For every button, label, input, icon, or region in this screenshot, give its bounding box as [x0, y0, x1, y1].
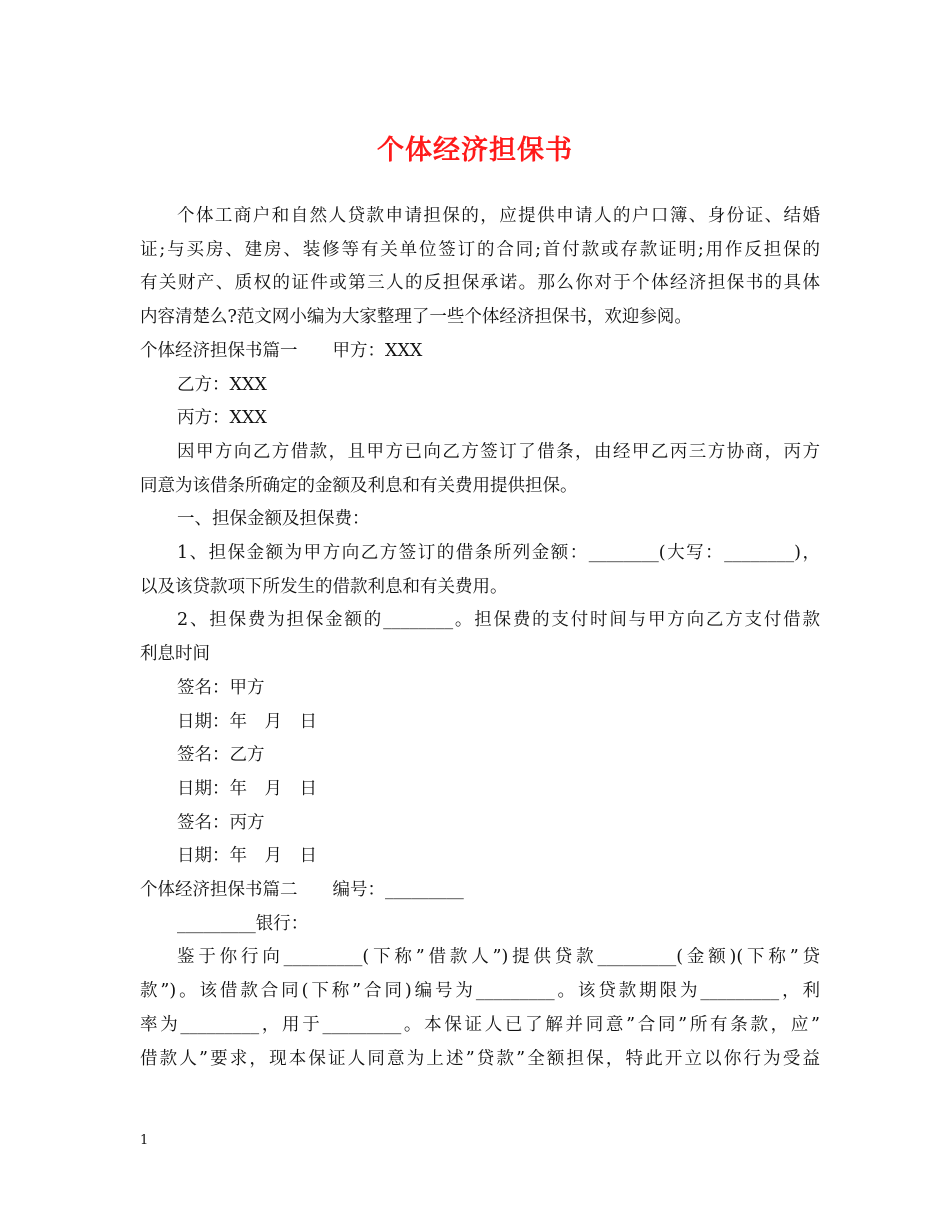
party-c-line: 丙方：XXX [177, 408, 267, 429]
date-line: 日期：年 月 日 [177, 778, 317, 799]
clause2-line: 2、担保费为担保金额的________。担保费的支付时间与甲方向乙方支付借款 [177, 610, 820, 631]
intro-line: 证;与买房、建房、装修等有关单位签订的合同;首付款或存款证明;用作反担保的 [140, 239, 820, 260]
party-b-line: 乙方：XXX [177, 374, 267, 395]
section2-para-line: 率为_________，用于_________。本保证人已了解并同意”合同”所有条款，应” [140, 1014, 820, 1035]
date-line: 日期：年 月 日 [177, 711, 317, 732]
section2-para-line: 借款人”要求，现本保证人同意为上述”贷款”全额担保，特此开立以你行为受益 [140, 1048, 820, 1069]
signature-line: 签名：丙方 [177, 812, 265, 833]
clause2-line: 利息时间 [140, 644, 210, 665]
document-title: 个体经济担保书 [377, 135, 573, 166]
intro-line: 个体工商户和自然人贷款申请担保的，应提供申请人的户口簿、身份证、结婚 [177, 206, 820, 226]
intro-line: 有关财产、质权的证件或第三人的反担保承诺。那么你对于个体经济担保书的具体 [140, 273, 820, 294]
intro-line: 内容清楚么?范文网小编为大家整理了一些个体经济担保书，欢迎参阅。 [140, 307, 692, 328]
section2-para-line: 鉴于你行向_________(下称”借款人”)提供贷款_________(金额)(下称”贷 [177, 947, 820, 968]
clause1-line: 以及该贷款项下所发生的借款利息和有关费用。 [140, 576, 508, 597]
section1-heading: 个体经济担保书篇一 甲方：XXX [140, 340, 423, 361]
bank-line: _________银行： [177, 913, 309, 934]
document-body [140, 200, 820, 1076]
section2-para-line: 款”)。该借款合同(下称”合同)编号为_________。该贷款期限为_________，利 [140, 981, 820, 1002]
borrow-para-line: 同意为该借条所确定的金额及利息和有关费用提供担保。 [140, 475, 578, 496]
signature-line: 签名：甲方 [177, 677, 265, 698]
clause1-line: 1、担保金额为甲方向乙方签订的借条所列金额：________(大写：________)， [177, 543, 820, 564]
date-line: 日期：年 月 日 [177, 846, 317, 867]
page-number: 1 [140, 1133, 149, 1148]
borrow-para-line: 因甲方向乙方借款，且甲方已向乙方签订了借条，由经甲乙丙三方协商，丙方 [177, 441, 820, 462]
clause-heading: 一、担保金额及担保费： [177, 509, 370, 530]
section2-heading: 个体经济担保书篇二 编号：_________ [140, 880, 464, 901]
signature-line: 签名：乙方 [177, 745, 265, 766]
